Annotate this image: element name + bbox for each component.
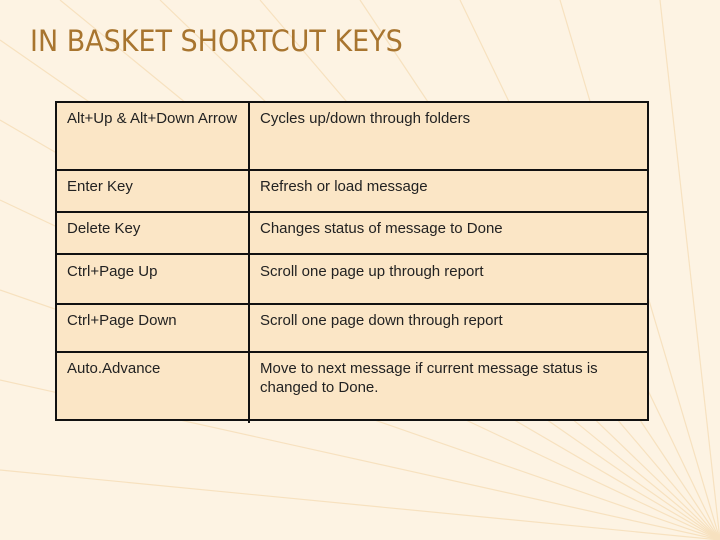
shortcut-key-cell: Ctrl+Page Down	[57, 304, 249, 352]
shortcut-key-cell: Alt+Up & Alt+Down Arrow	[57, 103, 249, 170]
slide-title: IN BASKET SHORTCUT KEYS	[30, 24, 403, 58]
shortcut-description-cell: Scroll one page up through report	[249, 254, 647, 304]
table-row	[57, 254, 647, 304]
table-row	[57, 352, 647, 423]
shortcut-key-cell: Delete Key	[57, 212, 249, 254]
table-row	[57, 212, 647, 254]
shortcut-key-cell: Enter Key	[57, 170, 249, 212]
shortcut-table	[55, 101, 649, 421]
shortcut-description-cell: Changes status of message to Done	[249, 212, 647, 254]
shortcut-description-cell: Cycles up/down through folders	[260, 110, 471, 127]
shortcut-description-cell: Scroll one page down through report	[249, 304, 647, 352]
shortcut-description-cell: Move to next message if current message status is changed to Done.	[249, 352, 647, 423]
shortcut-key-cell: Ctrl+Page Up	[57, 254, 249, 304]
shortcut-key-cell: Auto.Advance	[57, 352, 249, 423]
table-row	[57, 103, 647, 170]
table-row	[57, 304, 647, 352]
table-row	[57, 170, 647, 212]
shortcut-description-cell: Refresh or load message	[249, 170, 647, 212]
